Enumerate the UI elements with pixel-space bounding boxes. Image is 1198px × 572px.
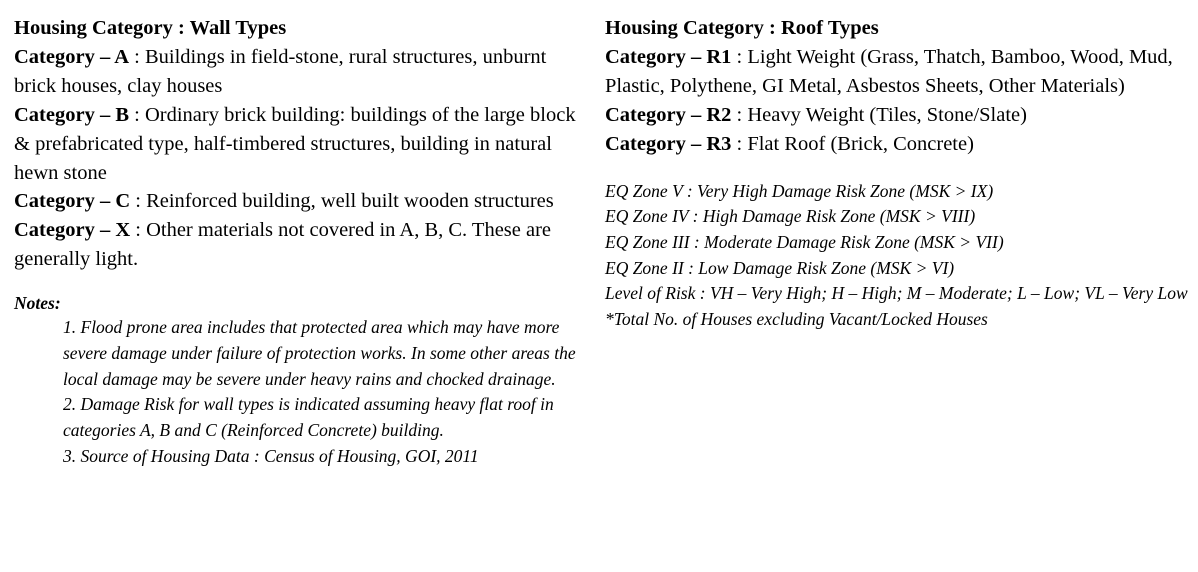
legend-line: Level of Risk : VH – Very High; H – High; M – Moderate; L – Low; VL – Very Low: [605, 283, 1188, 304]
notes-list: [63, 315, 586, 469]
category-a-text: : Buildings in field-stone, rural structures, unburnt brick houses, clay houses: [14, 45, 547, 97]
risk-legend: [605, 179, 1193, 333]
wall-types-column: [14, 14, 586, 469]
category-r3-label: Category – R3: [605, 132, 732, 155]
legend-line: EQ Zone IV : High Damage Risk Zone (MSK > VIII): [605, 206, 976, 227]
category-c-label: Category – C: [14, 190, 131, 213]
category-r1: [605, 43, 1193, 101]
category-b-text: : Ordinary brick building: buildings of the large block & prefabricated type, half-timbered structures, building in natural hewn stone: [14, 103, 576, 184]
roof-types-heading: Housing Category : Roof Types: [605, 17, 879, 39]
category-r1-label: Category – R1: [605, 45, 732, 68]
category-r2-text: : Heavy Weight (Tiles, Stone/Slate): [731, 103, 1027, 126]
wall-types-heading: Housing Category : Wall Types: [14, 17, 287, 39]
category-r2: [605, 101, 1193, 130]
category-c: [14, 187, 586, 216]
note-item: 3. Source of Housing Data : Census of Housing, GOI, 2011: [63, 445, 479, 466]
category-x-text: : Other materials not covered in A, B, C. These are generally light.: [14, 219, 552, 271]
category-a: [14, 43, 586, 101]
legend-line: EQ Zone V : Very High Damage Risk Zone (MSK > IX): [605, 180, 994, 201]
category-a-label: Category – A: [14, 45, 130, 68]
notes-title: Notes:: [14, 293, 61, 314]
category-x: [14, 216, 586, 274]
category-x-label: Category – X: [14, 219, 131, 242]
category-r1-text: : Light Weight (Grass, Thatch, Bamboo, Wood, Mud, Plastic, Polythene, GI Metal, Asbestos Sheets, Other Materials): [605, 45, 1173, 97]
category-r3-text: : Flat Roof (Brick, Concrete): [731, 132, 974, 155]
note-item: 1. Flood prone area includes that protected area which may have more severe damage under failure of protection works. In some other areas the local damage may be severe under heavy rains and chocked drainage.: [63, 317, 576, 389]
note-item: 2. Damage Risk for wall types is indicated assuming heavy flat roof in categories A, B and C (Reinforced Concrete) building.: [63, 394, 554, 440]
legend-line: EQ Zone II : Low Damage Risk Zone (MSK > VI): [605, 257, 955, 278]
roof-types-column: [605, 14, 1193, 333]
roof-types-section: [605, 14, 1193, 159]
category-b: [14, 101, 586, 188]
category-r2-label: Category – R2: [605, 103, 732, 126]
category-r3: [605, 130, 1193, 159]
legend-line: EQ Zone III : Moderate Damage Risk Zone (MSK > VII): [605, 231, 1004, 252]
category-b-label: Category – B: [14, 103, 130, 126]
category-c-text: : Reinforced building, well built wooden structures: [130, 190, 554, 213]
legend-line: *Total No. of Houses excluding Vacant/Locked Houses: [605, 309, 988, 330]
wall-types-section: [14, 14, 586, 274]
